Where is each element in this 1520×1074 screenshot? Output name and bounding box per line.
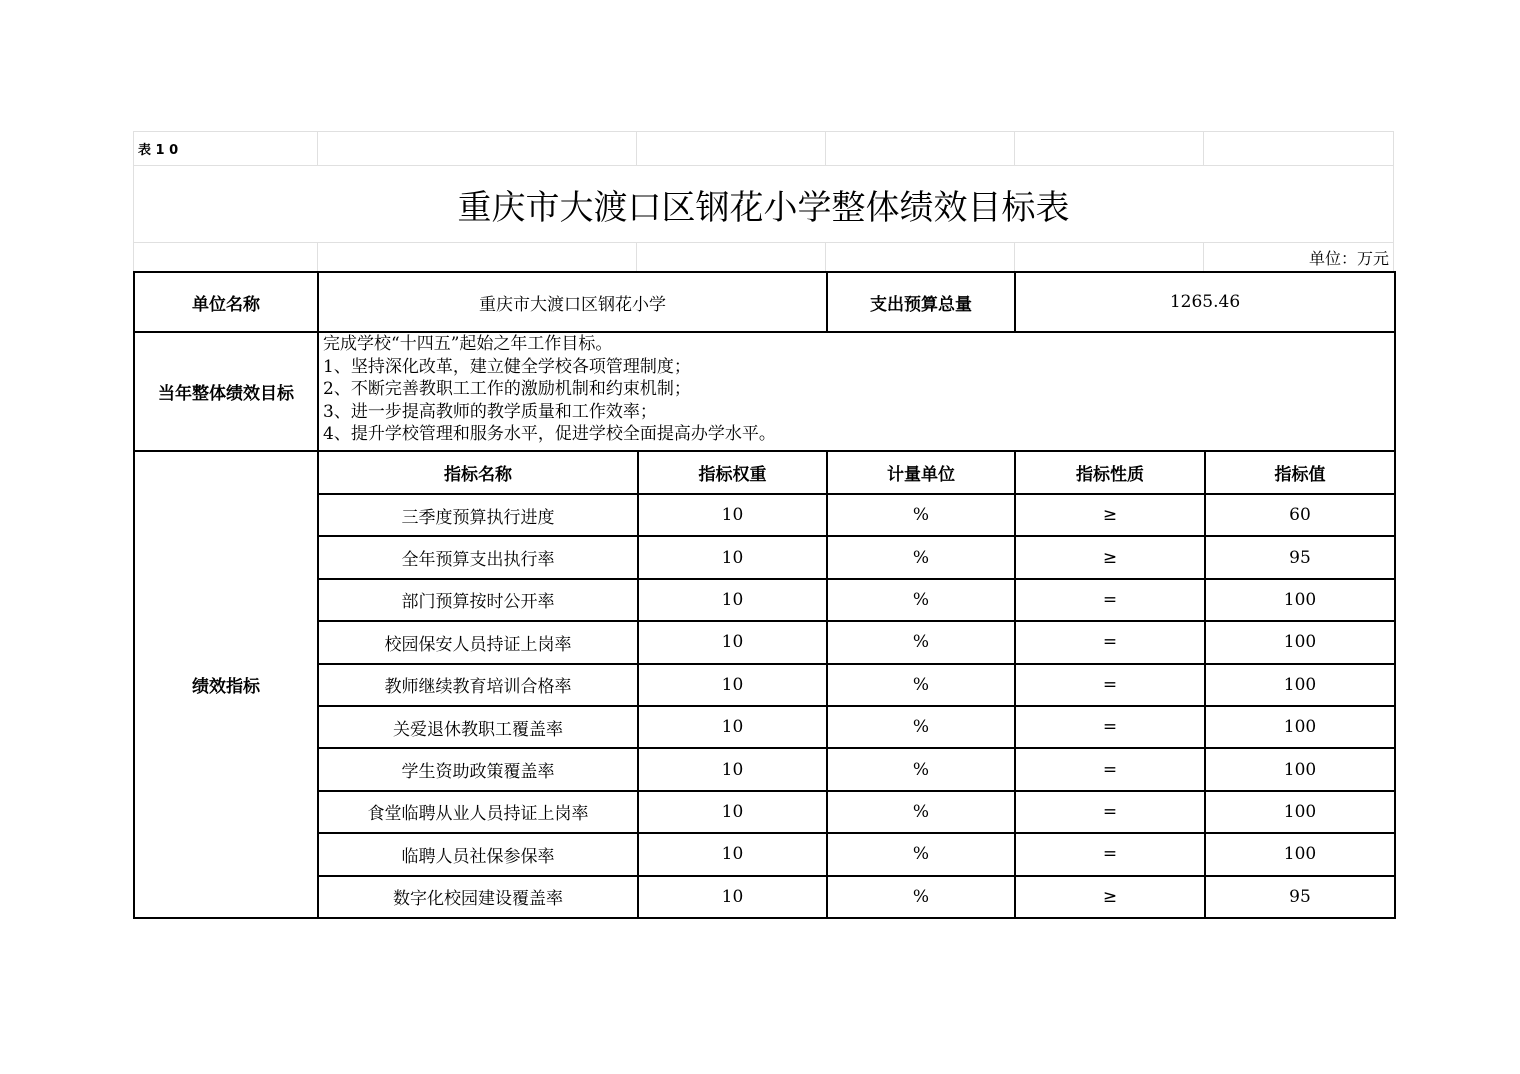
indicator-unit: %: [827, 791, 1015, 833]
indicator-value: 60: [1205, 494, 1395, 536]
table-row: [134, 876, 1395, 918]
goal-line: 2、不断完善教职工工作的激励机制和约束机制；: [323, 379, 691, 399]
unit-name: 重庆市大渡口区钢花小学: [318, 272, 827, 332]
budget-total: 1265.46: [1015, 272, 1395, 332]
table-row: [134, 494, 1395, 536]
indicator-nature: =: [1015, 579, 1205, 621]
indicator-name: 部门预算按时公开率: [318, 579, 638, 621]
indicator-weight: 10: [638, 494, 827, 536]
goal-line: 1、坚持深化改革，建立健全学校各项管理制度；: [323, 356, 691, 377]
table-row: [134, 791, 1395, 833]
indicator-value: 100: [1205, 833, 1395, 875]
indicator-weight: 10: [638, 536, 827, 578]
indicator-name: 三季度预算执行进度: [318, 494, 638, 536]
indicator-unit: %: [827, 621, 1015, 663]
indicator-unit: %: [827, 664, 1015, 706]
header-name: 指标名称: [318, 451, 638, 494]
indicator-name: 关爱退休教职工覆盖率: [318, 706, 638, 748]
indicator-unit: %: [827, 579, 1015, 621]
indicator-name: 临聘人员社保参保率: [318, 833, 638, 875]
indicator-value: 95: [1205, 876, 1395, 918]
table-row: [134, 706, 1395, 748]
page-title: 重庆市大渡口区钢花小学整体绩效目标表: [134, 166, 1394, 243]
indicator-weight: 10: [638, 748, 827, 790]
indicator-value: 100: [1205, 706, 1395, 748]
header-weight: 指标权重: [638, 451, 827, 494]
indicator-unit: %: [827, 748, 1015, 790]
table-number: 表 1 0: [134, 132, 318, 166]
indicator-name: 数字化校园建设覆盖率: [318, 876, 638, 918]
indicator-nature: ≥: [1015, 494, 1205, 536]
header-value: 指标值: [1205, 451, 1395, 494]
indicator-nature: =: [1015, 791, 1205, 833]
goal-line: 3、进一步提高教师的教学质量和工作效率；: [323, 401, 657, 422]
indicator-value: 95: [1205, 536, 1395, 578]
indicator-weight: 10: [638, 876, 827, 918]
table-row: [134, 621, 1395, 663]
indicator-unit: %: [827, 494, 1015, 536]
table-row: [134, 579, 1395, 621]
goal-line: 4、提升学校管理和服务水平，促进学校全面提高办学水平。: [323, 424, 776, 444]
indicator-nature: =: [1015, 833, 1205, 875]
indicator-value: 100: [1205, 579, 1395, 621]
indicator-unit: %: [827, 876, 1015, 918]
indicator-nature: =: [1015, 621, 1205, 663]
indicator-weight: 10: [638, 664, 827, 706]
goal-line: 完成学校“十四五”起始之年工作目标。: [323, 334, 613, 354]
indicator-weight: 10: [638, 791, 827, 833]
indicator-name: 学生资助政策覆盖率: [318, 748, 638, 790]
indicator-weight: 10: [638, 706, 827, 748]
indicator-weight: 10: [638, 833, 827, 875]
indicator-name: 全年预算支出执行率: [318, 536, 638, 578]
indicator-value: 100: [1205, 748, 1395, 790]
header-nature: 指标性质: [1015, 451, 1205, 494]
indicator-weight: 10: [638, 579, 827, 621]
table-row: [134, 748, 1395, 790]
indicator-nature: ≥: [1015, 876, 1205, 918]
indicator-weight: 10: [638, 621, 827, 663]
table-row: [134, 833, 1395, 875]
indicator-value: 100: [1205, 664, 1395, 706]
indicators-label: 绩效指标: [134, 451, 318, 918]
indicator-nature: =: [1015, 664, 1205, 706]
indicator-value: 100: [1205, 621, 1395, 663]
indicator-unit: %: [827, 536, 1015, 578]
indicator-name: 食堂临聘从业人员持证上岗率: [318, 791, 638, 833]
unit-note: 单位：万元: [1204, 243, 1394, 272]
indicator-name: 校园保安人员持证上岗率: [318, 621, 638, 663]
indicator-name: 教师继续教育培训合格率: [318, 664, 638, 706]
header-unit: 计量单位: [827, 451, 1015, 494]
budget-label: 支出预算总量: [827, 272, 1015, 332]
performance-table: [133, 271, 1396, 919]
table-row: [134, 664, 1395, 706]
header-grid: [133, 131, 1394, 272]
unit-name-label: 单位名称: [134, 272, 318, 332]
goals-text: [318, 332, 1395, 451]
indicator-value: 100: [1205, 791, 1395, 833]
indicator-unit: %: [827, 706, 1015, 748]
indicator-nature: ≥: [1015, 536, 1205, 578]
indicator-nature: =: [1015, 748, 1205, 790]
indicator-nature: =: [1015, 706, 1205, 748]
indicator-unit: %: [827, 833, 1015, 875]
goals-label: 当年整体绩效目标: [134, 332, 318, 451]
table-row: [134, 536, 1395, 578]
